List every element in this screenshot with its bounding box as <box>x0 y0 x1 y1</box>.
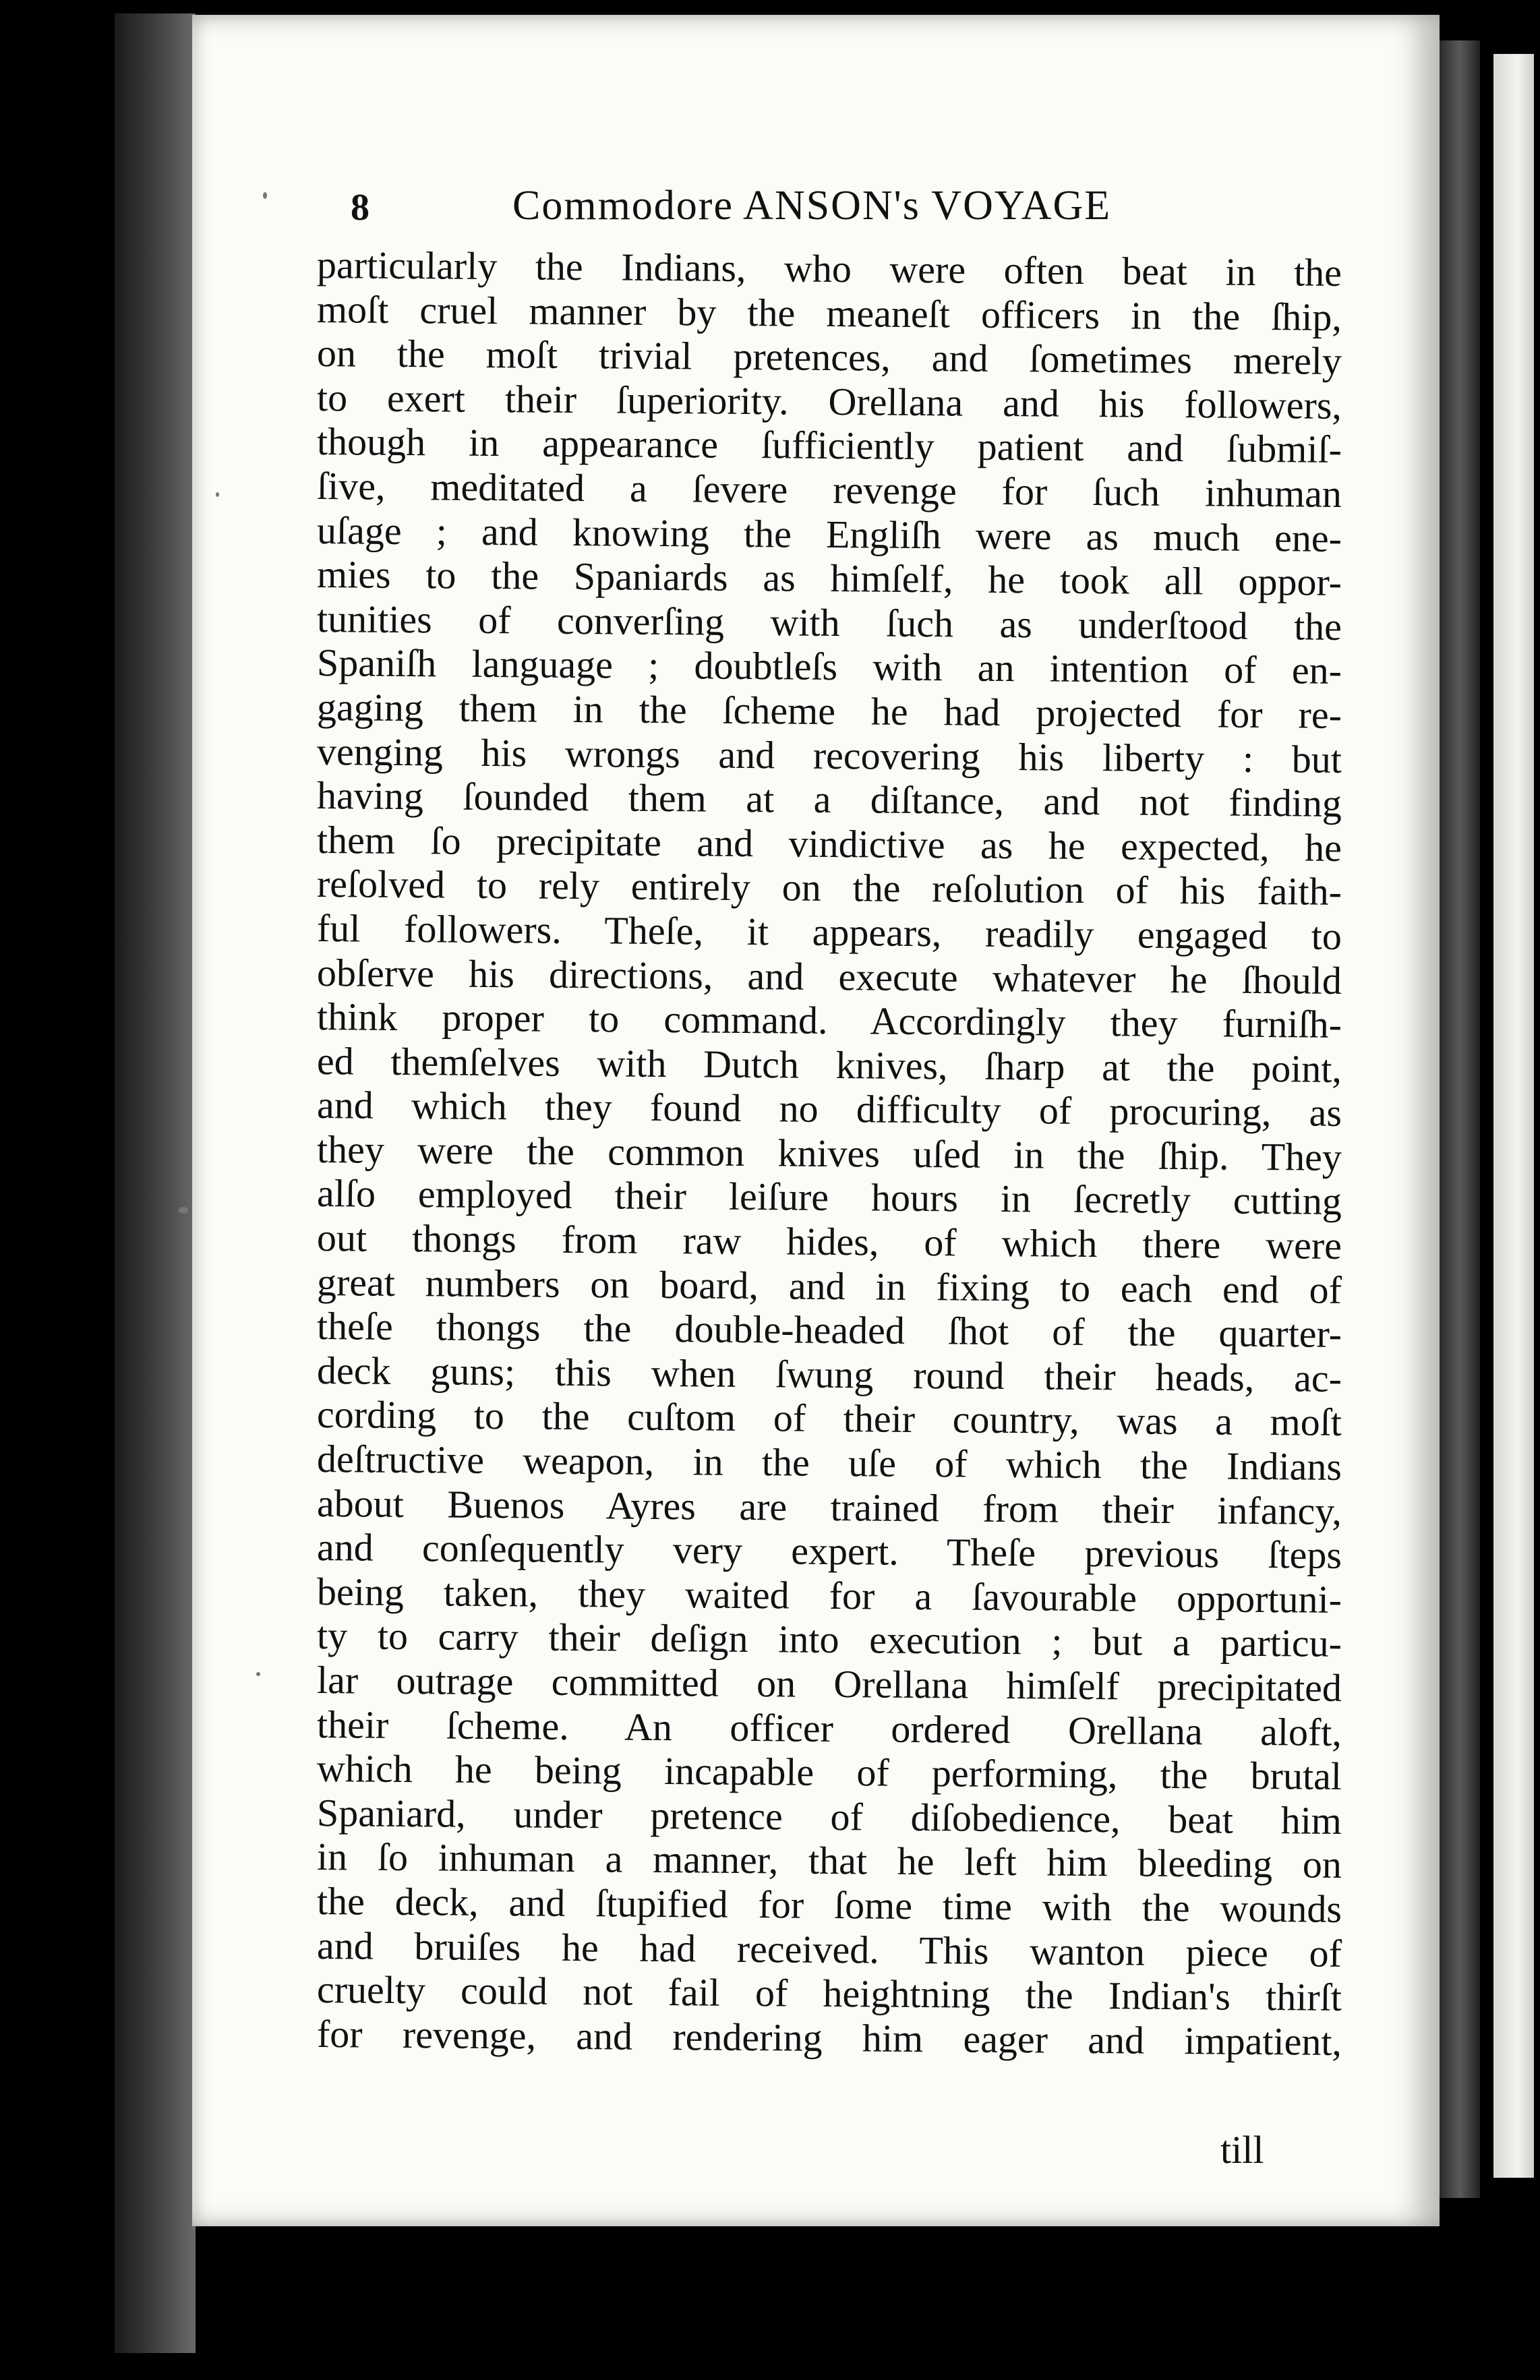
catchword: till <box>1220 2128 1264 2172</box>
body-text <box>316 243 1342 2064</box>
text-line: moſt cruel manner by the meaneſt officers in the ſhip, <box>316 287 1342 339</box>
text-line: and bruiſes he had received. This wanton piece of <box>316 1923 1342 1975</box>
text-line: ty to carry their deſign into execution ; but a particu- <box>316 1613 1342 1666</box>
text-line: cording to the cuſtom of their country, was a moſt <box>316 1392 1342 1445</box>
text-line: obſerve his directions, and execute whatever he ſhould <box>316 950 1342 1003</box>
scan-speck <box>263 192 267 199</box>
text-line: mies to the Spaniards as himſelf, he took all oppor- <box>316 552 1342 605</box>
text-line: the deck, and ſtupified for ſome time with the wounds <box>316 1878 1342 1931</box>
text-line: tunities of converſing with ſuch as underſtood the <box>316 596 1342 649</box>
text-line: deck guns; this when ſwung round their heads, ac- <box>316 1348 1342 1400</box>
text-line: gaging them in the ſcheme he had projected for re- <box>316 684 1342 737</box>
page-edge-shadow <box>1440 40 1480 2198</box>
text-line: they were the common knives uſed in the ſhip. They <box>316 1127 1342 1179</box>
text-line: Spaniard, under pretence of diſobedience, beat him <box>316 1790 1342 1843</box>
text-line: ful followers. Theſe, it appears, readily engaged to <box>316 905 1342 958</box>
scan-speck <box>179 1207 188 1214</box>
text-line: great numbers on board, and in fixing to each end of <box>316 1259 1342 1312</box>
text-line: their ſcheme. An officer ordered Orellana aloft, <box>316 1702 1342 1754</box>
text-line: cruelty could not fail of heightning the Indian's thirſt <box>316 1967 1342 2020</box>
text-line: on the moſt trivial pretences, and ſometimes merely <box>316 331 1342 384</box>
page-number: 8 <box>351 187 369 229</box>
scan-speck <box>256 1672 260 1676</box>
text-line: and which they found no difficulty of procuring, as <box>316 1083 1342 1135</box>
scan-speck <box>216 492 219 497</box>
facing-page-sliver <box>1493 54 1534 2178</box>
text-line: think proper to command. Accordingly they furniſh- <box>316 994 1342 1047</box>
text-line: being taken, they waited for a ſavourable opportuni- <box>316 1569 1342 1622</box>
text-line: deſtructive weapon, in the uſe of which the Indians <box>316 1437 1342 1489</box>
text-line: in ſo inhuman a manner, that he left him bleeding on <box>316 1835 1342 1887</box>
text-line: about Buenos Ayres are trained from their infancy, <box>316 1481 1342 1533</box>
text-line: which he being incapable of performing, the brutal <box>316 1746 1342 1799</box>
book-binding-gutter <box>115 13 196 2353</box>
text-line: having ſounded them at a diſtance, and not finding <box>316 773 1342 826</box>
text-line: alſo employed their leiſure hours in ſecretly cutting <box>316 1171 1342 1224</box>
text-line: ed themſelves with Dutch knives, ſharp at the point, <box>316 1038 1342 1091</box>
running-head: Commodore ANSON's VOYAGE <box>512 183 1112 229</box>
text-line: reſolved to rely entirely on the reſolution of his faith- <box>316 862 1342 914</box>
text-line: uſage ; and knowing the Engliſh were as much ene- <box>316 508 1342 560</box>
text-line: Spaniſh language ; doubtleſs with an intention of en- <box>316 641 1342 693</box>
text-line: particularly the Indians, who were often beat in the <box>316 243 1342 295</box>
text-line: venging his wrongs and recovering his liberty : but <box>316 729 1342 781</box>
text-line: them ſo precipitate and vindictive as he expected, he <box>316 817 1342 870</box>
text-line: ſive, meditated a ſevere revenge for ſuch inhuman <box>316 463 1342 516</box>
text-line: to exert their ſuperiority. Orellana and his followers, <box>316 375 1342 427</box>
text-line: theſe thongs the double-headed ſhot of the quarter- <box>316 1304 1342 1357</box>
text-line: though in appearance ſufficiently patient and ſubmiſ- <box>316 419 1342 472</box>
text-line: out thongs from raw hides, of which there were <box>316 1216 1342 1268</box>
text-line: and conſequently very expert. Theſe previous ſteps <box>316 1525 1342 1578</box>
text-line: for revenge, and rendering him eager and impatient, <box>316 2011 1342 2064</box>
page-header <box>324 182 1328 243</box>
text-line: lar outrage committed on Orellana himſelf precipitated <box>316 1658 1342 1710</box>
